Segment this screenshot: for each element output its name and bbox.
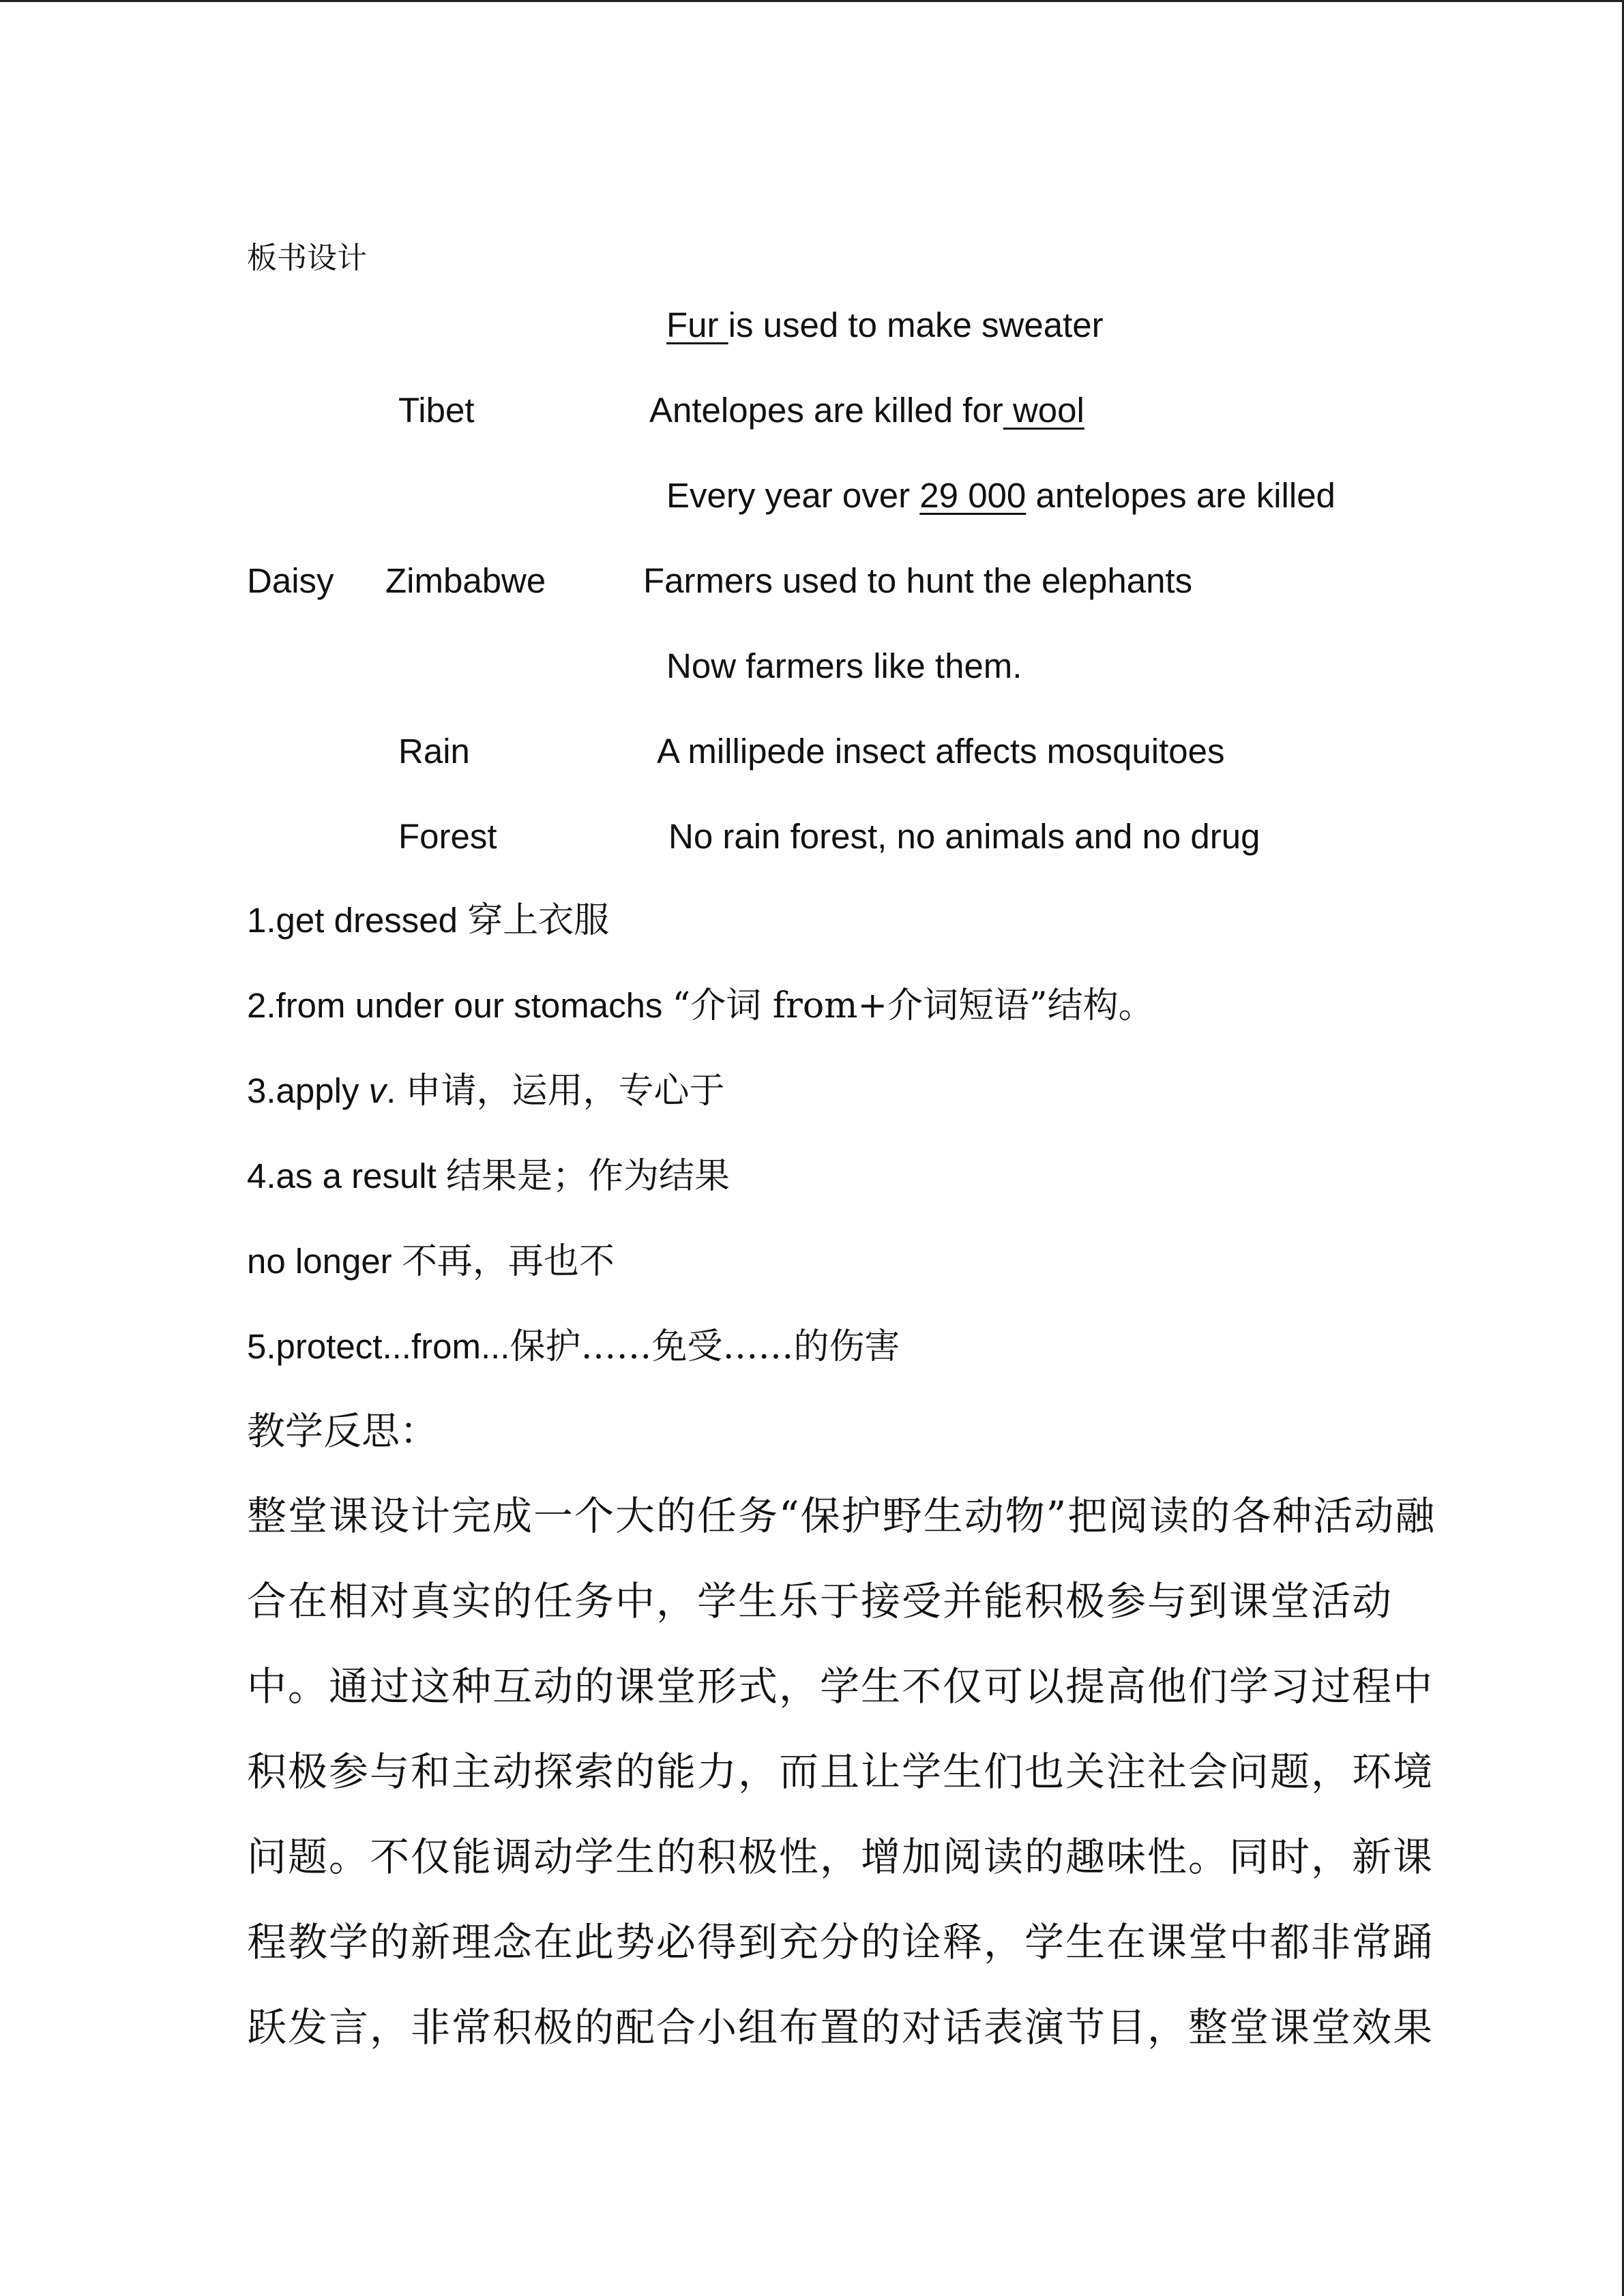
vocab-item-3 [247, 1071, 725, 1112]
reflection-heading: 教学反思： [247, 1410, 438, 1454]
reflection-line: 积极参与和主动探索的能力，而且让学生们也关注社会问题，环境 [247, 1748, 1434, 1795]
vocab-item-4 [247, 1156, 730, 1197]
vocab-en: 4.as a result [247, 1157, 446, 1195]
vocab-cn: 结果是；作为结果 [445, 1156, 730, 1197]
count-underlined: 29 000 [919, 476, 1027, 515]
board-line-farmers-like: Now farmers like them. [666, 646, 1022, 685]
board-label-daisy: Daisy [247, 561, 334, 600]
wool-underlined: wool [1003, 391, 1084, 430]
board-line-every-year [666, 478, 1335, 513]
vocab-en: no longer [247, 1242, 402, 1281]
board-line-millipede: A millipede insect affects mosquitoes [657, 732, 1225, 771]
reflection-line: 问题。不仅能调动学生的积极性，增加阅读的趣味性。同时，新课 [247, 1834, 1434, 1880]
every-year-post: antelopes are killed [1026, 476, 1335, 515]
board-line-no-rain-forest: No rain forest, no animals and no drug [668, 817, 1260, 856]
vocab-en: . [386, 1071, 406, 1110]
vocab-en: 3.apply [247, 1071, 369, 1110]
vocab-en: 1.get dressed [247, 901, 468, 940]
antelopes-text: Antelopes are killed for [649, 391, 1003, 430]
vocab-en: 5.protect...from... [247, 1327, 510, 1366]
reflection-line: 程教学的新理念在此势必得到充分的诠释，学生在课堂中都非常踊 [247, 1919, 1434, 1965]
reflection-line: 中。通过这种互动的课堂形式，学生不仅可以提高他们学习过程中 [247, 1663, 1434, 1710]
board-line-antelopes [649, 393, 1084, 428]
fur-underlined: Fur [666, 305, 728, 344]
board-label-zimbabwe: Zimbabwe [385, 561, 546, 600]
vocab-en-italic: v [368, 1071, 387, 1110]
fur-rest: is used to make sweater [728, 305, 1104, 344]
board-label-forest: Forest [398, 817, 497, 856]
every-year-pre: Every year over [666, 476, 920, 515]
vocab-item-no-longer [247, 1241, 615, 1282]
vocab-item-1 [247, 900, 610, 941]
board-line-farmers-hunt: Farmers used to hunt the elephants [643, 561, 1193, 600]
board-label-rain: Rain [398, 732, 470, 771]
reflection-line: 合在相对真实的任务中，学生乐于接受并能积极参与到课堂活动 [247, 1578, 1393, 1624]
vocab-item-2 [247, 985, 1154, 1026]
board-line-fur [666, 305, 1104, 344]
vocab-cn: 不再，再也不 [401, 1241, 615, 1282]
vocab-cn: 申请，运用，专心于 [405, 1071, 725, 1112]
reflection-line: 跃发言，非常积极的配合小组布置的对话表演节目，整堂课堂效果 [247, 2004, 1434, 2051]
vocab-cn: “介词 from+介词短语”结构。 [672, 985, 1154, 1026]
vocab-cn: 保护……免受……的伤害 [510, 1326, 900, 1367]
board-label-tibet: Tibet [398, 391, 475, 430]
section-title-board-design: 板书设计 [247, 241, 367, 275]
vocab-cn: 穿上衣服 [467, 900, 610, 941]
vocab-en: 2.from under our stomachs [247, 986, 673, 1025]
reflection-line: 整堂课设计完成一个大的任务“保护野生动物”把阅读的各种活动融 [247, 1493, 1436, 1539]
vocab-item-5 [247, 1326, 900, 1367]
